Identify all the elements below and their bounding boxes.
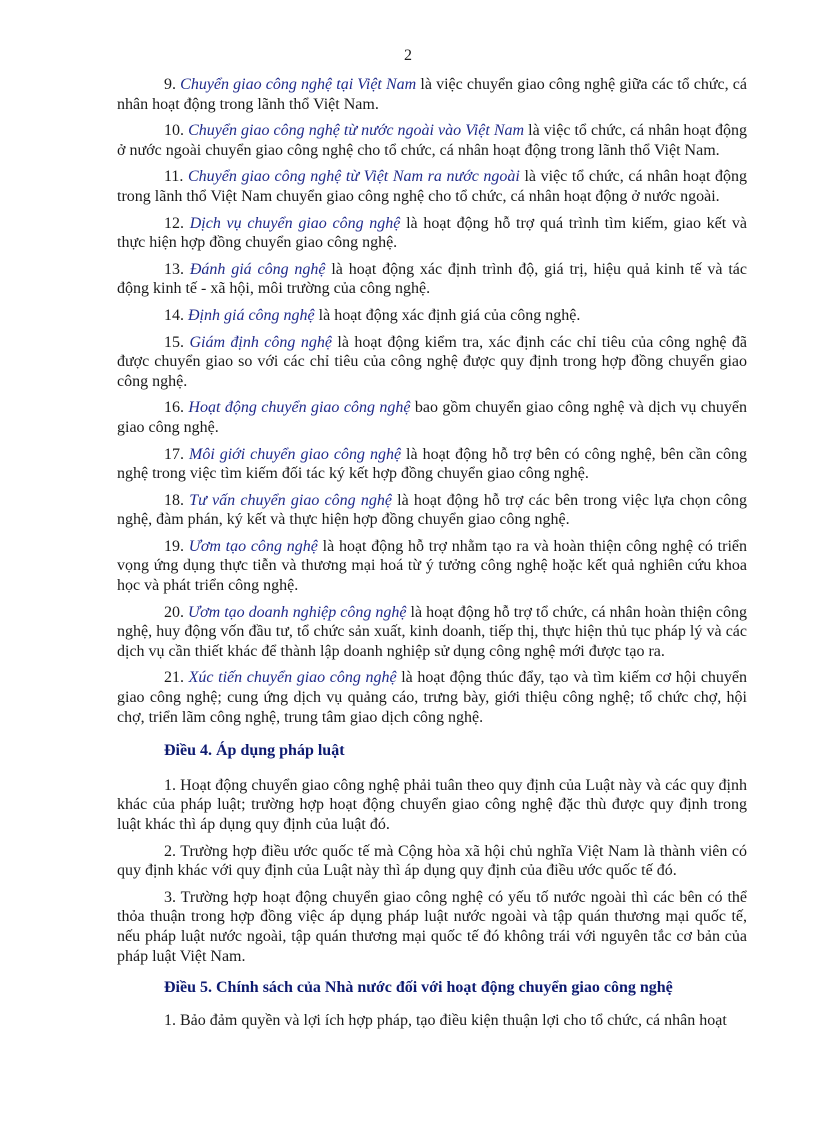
definition-text: là hoạt động hỗ trợ bên có công nghệ, bên cần công nghệ trong việc tìm kiếm đối tác ký kết hợp đồng chuyển giao công nghệ. bbox=[117, 445, 748, 483]
definition-text: là hoạt động hỗ trợ nhằm tạo ra và hoàn thiện công nghệ có triển vọng ứng dụng thực tiễn và thương mại hoá từ ý tưởng công nghệ hoặc kết quả nghiên cứu khoa học và phát triển công nghệ. bbox=[117, 537, 748, 595]
definition-item bbox=[117, 167, 747, 206]
definition-item bbox=[117, 260, 747, 299]
definition-term: Định giá công nghệ bbox=[188, 306, 315, 324]
definition-number: 11. bbox=[164, 168, 188, 186]
definition-term: Dịch vụ chuyển giao công nghệ bbox=[189, 214, 401, 232]
article-4-body bbox=[117, 776, 747, 966]
definition-number: 19. bbox=[164, 537, 189, 555]
definition-term: Tư vấn chuyển giao công nghệ bbox=[189, 491, 392, 509]
definition-term: Chuyển giao công nghệ từ nước ngoài vào Việt Nam bbox=[188, 122, 525, 140]
definition-text: là hoạt động hỗ trợ quá trình tìm kiếm, giao kết và thực hiện hợp đồng chuyển giao công nghệ. bbox=[117, 214, 748, 252]
definition-item bbox=[117, 603, 747, 662]
article4-paragraph: 2. Trường hợp điều ước quốc tế mà Cộng hòa xã hội chủ nghĩa Việt Nam là thành viên có quy định khác với quy định của Luật này thì áp dụng quy định của điều ước quốc tế đó. bbox=[117, 842, 747, 880]
definition-number: 13. bbox=[164, 260, 190, 278]
article4-paragraph: 1. Hoạt động chuyển giao công nghệ phải tuân theo quy định của Luật này và các quy định khác của pháp luật; trường hợp hoạt động chuyển giao công nghệ đặc thù được quy định trong luật khác thì áp dụng quy định của luật đó. bbox=[117, 776, 747, 833]
article-4-heading: Điều 4. Áp dụng pháp luật bbox=[164, 742, 345, 760]
definition-term: Ươm tạo công nghệ bbox=[188, 537, 318, 555]
definition-term: Môi giới chuyển giao công nghệ bbox=[188, 445, 402, 463]
definition-item bbox=[117, 445, 747, 484]
definition-text: là hoạt động kiểm tra, xác định các chỉ tiêu của công nghệ đã được chuyển giao so với các chỉ tiêu của công nghệ được quy định trong hợp đồng chuyển giao công nghệ. bbox=[117, 333, 748, 390]
definition-term: Chuyển giao công nghệ tại Việt Nam bbox=[180, 76, 417, 93]
definition-text: là hoạt động xác định trình độ, giá trị, hiệu quả kinh tế và tác động kinh tế - xã hội, môi trường của công nghệ. bbox=[117, 260, 748, 298]
definition-number: 9. bbox=[164, 76, 181, 93]
definition-text: là việc tổ chức, cá nhân hoạt động trong lãnh thổ Việt Nam chuyển giao công nghệ cho tổ chức, cá nhân hoạt động ở nước ngoài. bbox=[117, 168, 747, 205]
definition-text: bao gồm chuyển giao công nghệ và dịch vụ chuyển giao công nghệ. bbox=[117, 399, 747, 436]
definition-number: 14. bbox=[164, 306, 188, 324]
definition-text: là việc tổ chức, cá nhân hoạt động ở nước ngoài chuyển giao công nghệ cho tổ chức, cá nhân hoạt động trong lãnh thổ Việt Nam. bbox=[117, 122, 747, 159]
definition-term: Đánh giá công nghệ bbox=[189, 260, 326, 278]
definition-item bbox=[117, 214, 747, 253]
page-number: 2 bbox=[404, 47, 412, 64]
definition-number: 20. bbox=[164, 603, 189, 621]
definition-number: 17. bbox=[164, 445, 189, 463]
definition-term: Chuyển giao công nghệ từ Việt Nam ra nước ngoài bbox=[188, 168, 520, 186]
definition-text: là hoạt động hỗ trợ các bên trong việc lựa chọn công nghệ, đàm phán, ký kết và thực hiện hợp đồng chuyển giao công nghệ. bbox=[117, 491, 748, 529]
definition-text: là hoạt động xác định giá của công nghệ. bbox=[314, 306, 581, 324]
definition-text: là hoạt động hỗ trợ tổ chức, cá nhân hoàn thiện công nghệ, huy động vốn đầu tư, tổ chức sản xuất, kinh doanh, tiếp thị, thực hiện thủ tục pháp lý và các dịch vụ cần thiết khác để thành lập doanh nghiệp sử dụng công nghệ mới được tạo ra. bbox=[117, 603, 748, 660]
definition-number: 10. bbox=[164, 122, 189, 140]
definition-item bbox=[117, 121, 747, 160]
definition-term: Giám định công nghệ bbox=[189, 333, 332, 351]
document-body bbox=[117, 75, 747, 1037]
definitions-list bbox=[117, 75, 747, 727]
definition-term: Ươm tạo doanh nghiệp công nghệ bbox=[188, 603, 407, 621]
definition-item bbox=[117, 668, 747, 727]
definition-number: 16. bbox=[164, 399, 189, 417]
definition-term: Hoạt động chuyển giao công nghệ bbox=[188, 399, 411, 417]
article-5-body bbox=[117, 1011, 747, 1031]
article4-paragraph: 3. Trường hợp hoạt động chuyển giao công nghệ có yếu tố nước ngoài thì các bên có thể thỏa thuận trong hợp đồng việc áp dụng pháp luật nước ngoài và tập quán thương mại quốc tế, nếu pháp luật nước ngoài, tập quán thương mại quốc tế đó không trái với nguyên tắc cơ bản của pháp luật Việt Nam. bbox=[117, 888, 747, 965]
definition-item bbox=[117, 75, 747, 114]
definition-item bbox=[117, 491, 747, 530]
definition-item bbox=[117, 537, 747, 596]
definition-text: là việc chuyển giao công nghệ giữa các tổ chức, cá nhân hoạt động trong lãnh thổ Việt Nam. bbox=[117, 76, 748, 113]
definition-number: 18. bbox=[164, 491, 190, 509]
definition-item bbox=[117, 398, 747, 437]
definition-term: Xúc tiến chuyển giao công nghệ bbox=[188, 669, 397, 687]
definition-number: 12. bbox=[164, 214, 190, 232]
definition-text: là hoạt động thúc đẩy, tạo và tìm kiếm cơ hội chuyển giao công nghệ; cung ứng dịch vụ quảng cáo, trưng bày, giới thiệu công nghệ; tổ chức chợ, hội chợ, triển lãm công nghệ, trung tâm giao dịch công nghệ. bbox=[117, 669, 748, 726]
article5-paragraph: 1. Bảo đảm quyền và lợi ích hợp pháp, tạo điều kiện thuận lợi cho tổ chức, cá nhân hoạt bbox=[164, 1011, 727, 1029]
article-5-heading: Điều 5. Chính sách của Nhà nước đối với hoạt động chuyển giao công nghệ bbox=[164, 979, 673, 997]
definition-item bbox=[117, 333, 747, 392]
definition-number: 21. bbox=[164, 669, 189, 687]
definition-item bbox=[117, 306, 747, 326]
definition-number: 15. bbox=[164, 333, 190, 351]
